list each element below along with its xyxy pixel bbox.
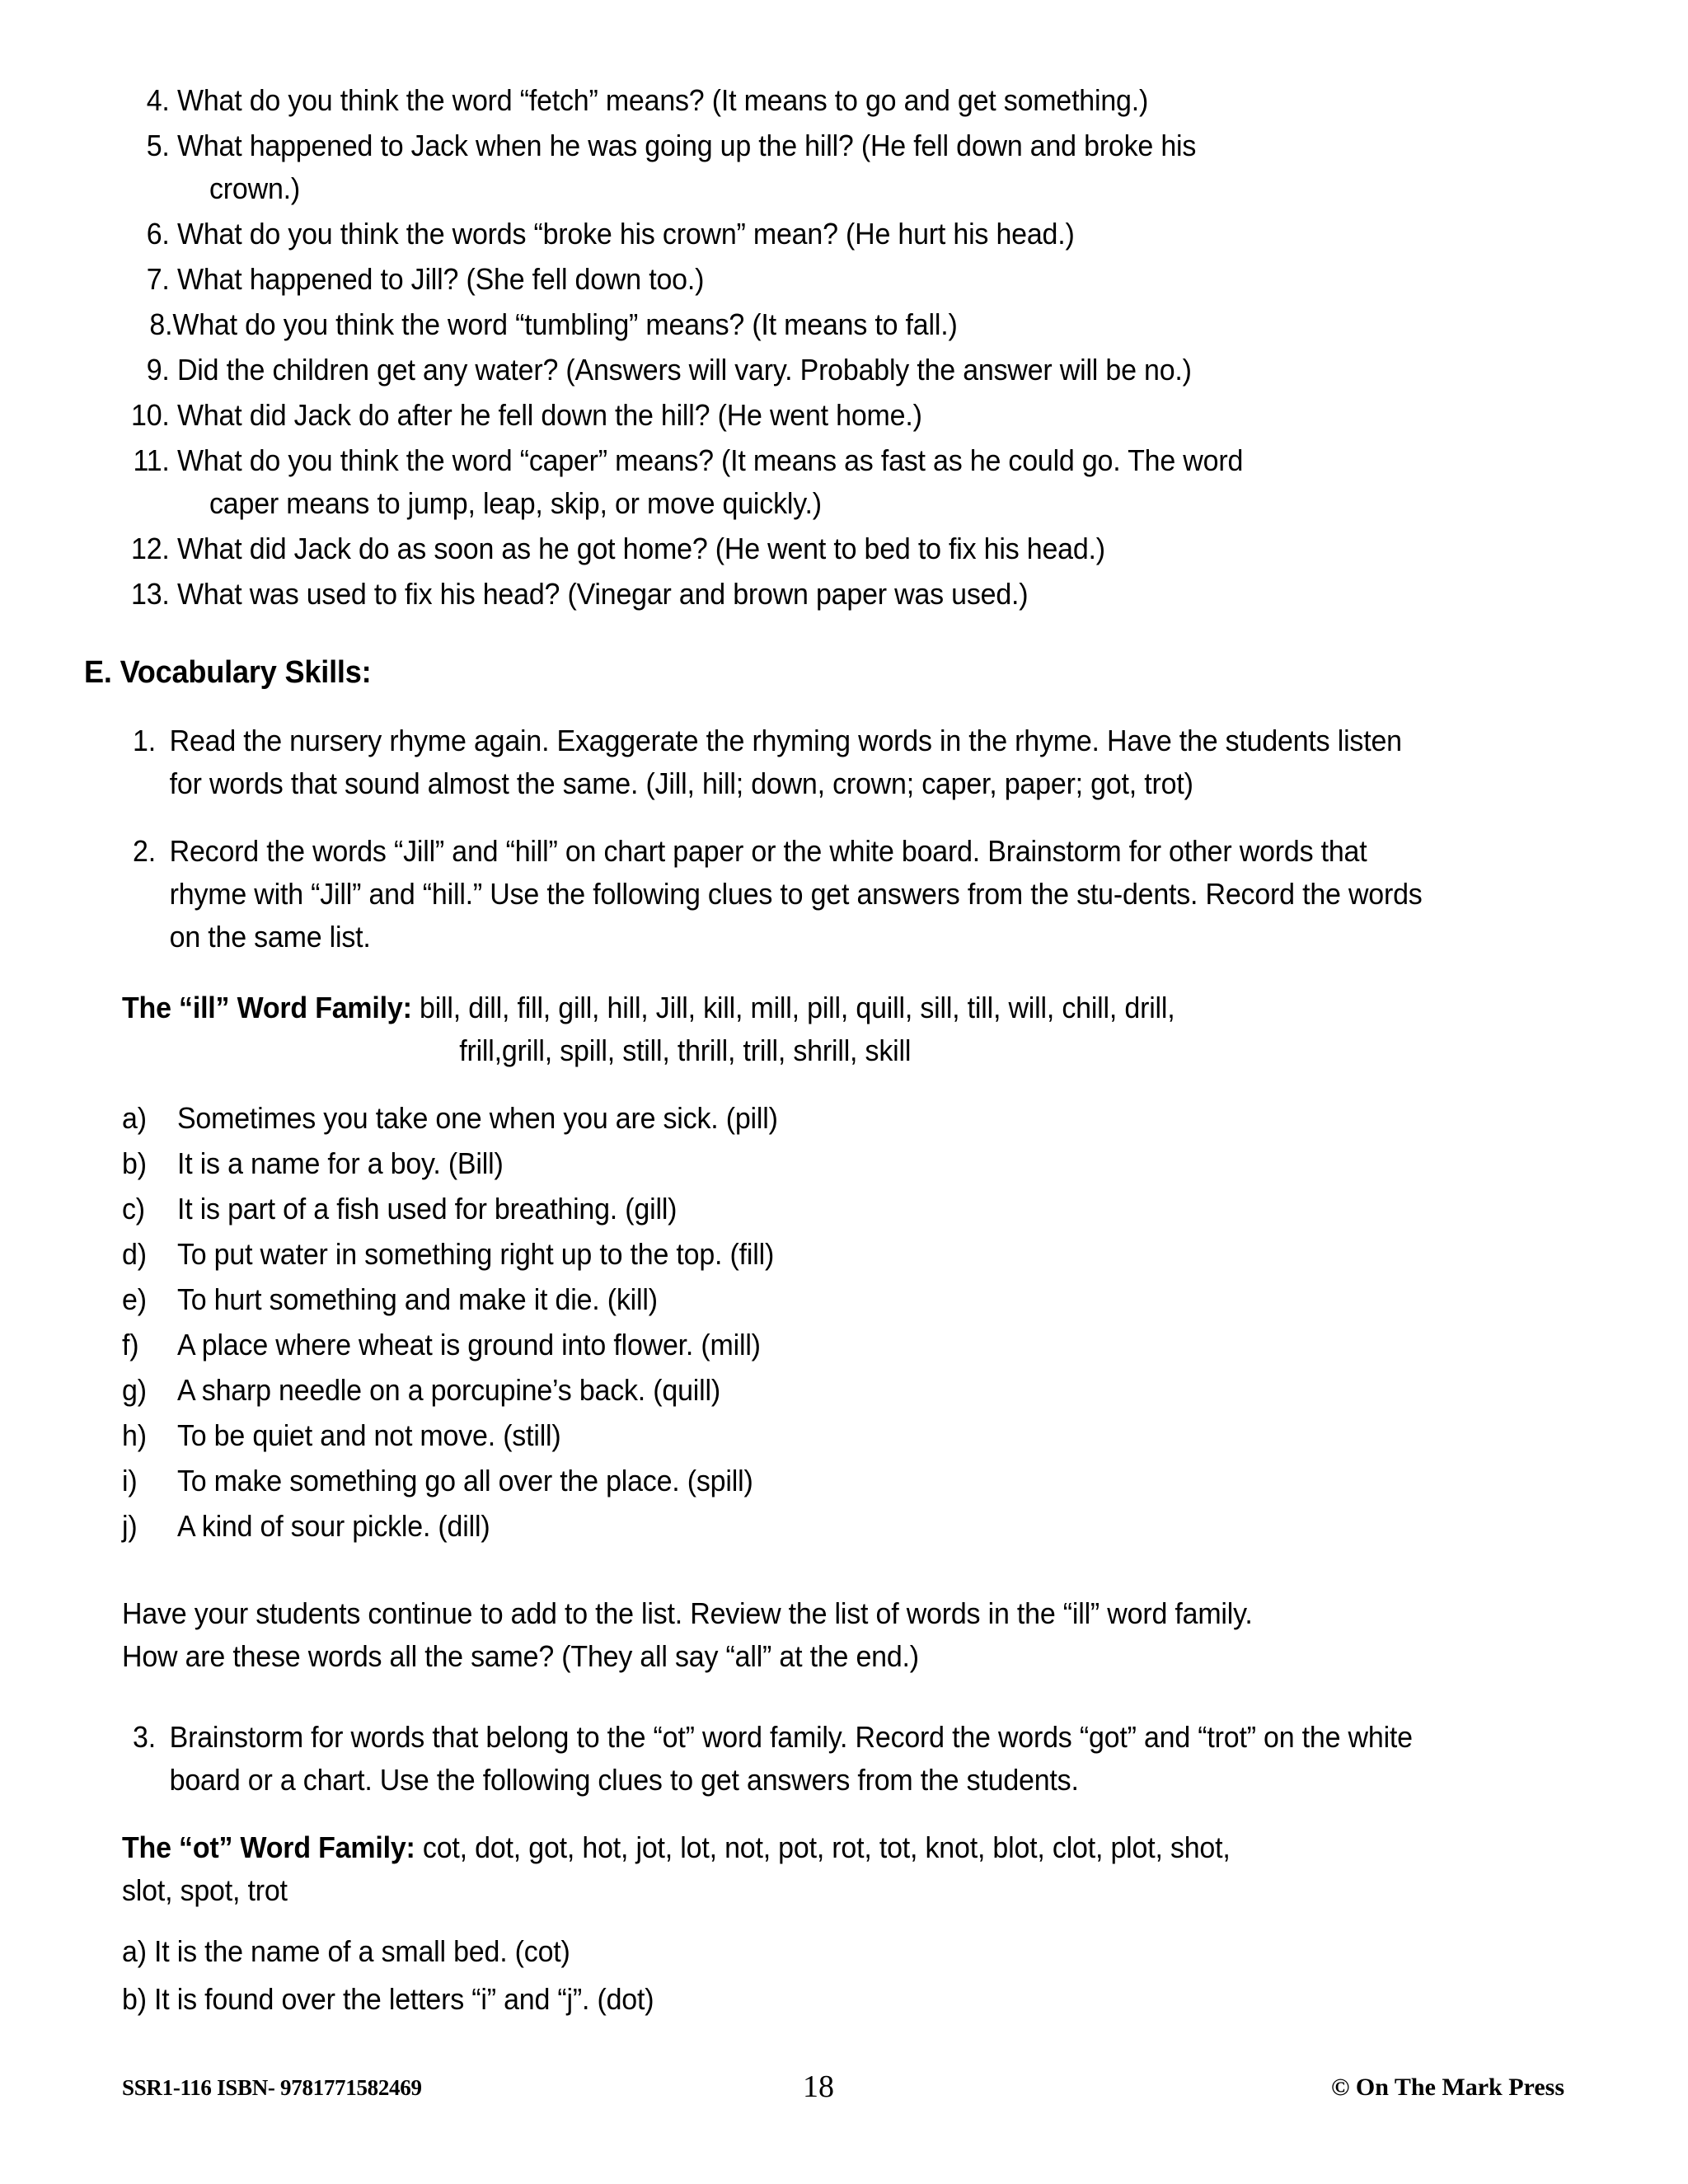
- comprehension-question-line-2: caper means to jump, leap, skip, or move quickly.): [209, 486, 822, 520]
- ill-word-family-words-1: bill, dill, fill, gill, hill, Jill, kill, mill, pill, quill, sill, till, will, chill, drill,: [419, 991, 1175, 1024]
- ill-clue-letter: i): [122, 1464, 138, 1497]
- comprehension-question-line-1: What happened to Jill? (She fell down too.): [176, 262, 705, 296]
- comprehension-question-line-1: Did the children get any water? (Answers will vary. Probably the answer will be no.): [176, 353, 1192, 387]
- ill-clue-item: [122, 1142, 1471, 1185]
- comprehension-question: [122, 527, 1471, 570]
- vocabulary-item-text: Read the nursery rhyme again. Exaggerate the rhyming words in the rhyme. Have the students listen for words that sound almost the same. (Jill, hill; down, crown; caper, paper; got, trot): [169, 724, 1402, 800]
- ill-clue-item: [122, 1278, 1471, 1321]
- vocabulary-item-text: Record the words “Jill” and “hill” on chart paper or the white board. Brainstorm for other words that rhyme with “Jill” and “hill.” Use the following clues to get answers from the stu-dents. Record the words on the same list.: [169, 834, 1423, 954]
- comprehension-question-number: 11.: [133, 443, 170, 477]
- vocabulary-item-3-list: [122, 1716, 1471, 1802]
- comprehension-question-line-1: What did Jack do after he fell down the hill? (He went home.): [176, 398, 922, 432]
- comprehension-question-number: 7.: [146, 262, 170, 296]
- ot-clue-item: a) It is the name of a small bed. (cot): [122, 1934, 570, 1968]
- comprehension-question-number: 10.: [131, 398, 170, 432]
- comprehension-question: [122, 303, 1471, 346]
- comprehension-question-line-2: crown.): [209, 171, 301, 205]
- comprehension-question-text: [177, 439, 1471, 525]
- comprehension-question-line-1: What do you think the words “broke his crown” mean? (He hurt his head.): [176, 217, 1075, 251]
- comprehension-question: [122, 213, 1471, 255]
- comprehension-question-text: [177, 124, 1471, 210]
- ill-clue-text: It is part of a fish used for breathing. (gill): [176, 1192, 678, 1226]
- ill-clue-text: It is a name for a boy. (Bill): [176, 1146, 504, 1180]
- comprehension-question-number: 5.: [146, 129, 170, 162]
- ill-word-family-label: The “ill” Word Family:: [122, 991, 412, 1024]
- comprehension-question-line-1: What do you think the word “tumbling” means? (It means to fall.): [172, 307, 958, 341]
- comprehension-question: [122, 79, 1471, 122]
- ot-word-family-words-1: cot, dot, got, hot, jot, lot, not, pot, rot, tot, knot, blot, clot, plot, shot,: [422, 1830, 1231, 1864]
- comprehension-question-text: [172, 303, 1470, 346]
- vocabulary-item: [122, 1716, 1471, 1802]
- comprehension-question: [122, 394, 1471, 437]
- vocabulary-item: [122, 830, 1471, 958]
- review-paragraph-line-1: Have your students continue to add to the list. Review the list of words in the “ill” word family.: [122, 1596, 1253, 1630]
- vocabulary-item-list: [122, 719, 1471, 958]
- ill-clue-letter: f): [122, 1328, 139, 1361]
- comprehension-question: [122, 573, 1471, 616]
- ot-word-family-line-1: [122, 1826, 1471, 1869]
- ill-word-family-block: [122, 987, 1471, 1072]
- ill-word-family-line-1: [122, 987, 1471, 1029]
- comprehension-question-line-1: What happened to Jack when he was going up the hill? (He fell down and broke his: [176, 129, 1197, 162]
- ill-clue-item: [122, 1097, 1471, 1140]
- vocabulary-item-number: 3.: [133, 1720, 156, 1754]
- ill-clue-letter: h): [122, 1418, 147, 1452]
- ill-clue-text: To make something go all over the place. (spill): [176, 1464, 753, 1497]
- page-content: [84, 79, 1573, 2026]
- footer-copyright: © On The Mark Press: [1331, 2074, 1564, 2101]
- ot-clue-item: b) It is found over the letters “i” and “j”. (dot): [122, 1982, 654, 2016]
- vocabulary-item-text: Brainstorm for words that belong to the “ot” word family. Record the words “got” and “trot” on the white board or a chart. Use the following clues to get answers from the students.: [169, 1720, 1413, 1797]
- ot-word-family-label: The “ot” Word Family:: [122, 1830, 415, 1864]
- ot-word-family-words-2: slot, spot, trot: [122, 1873, 288, 1907]
- ill-clue-text: To be quiet and not move. (still): [176, 1418, 561, 1452]
- comprehension-question-list: [122, 79, 1471, 616]
- comprehension-question-text: [177, 527, 1471, 570]
- ill-clue-list: [122, 1097, 1471, 1548]
- review-paragraph-line-2: How are these words all the same? (They all say “all” at the end.): [122, 1639, 919, 1673]
- comprehension-question-text: [177, 349, 1471, 391]
- ill-clue-letter: c): [122, 1192, 145, 1226]
- ill-clue-text: A place where wheat is ground into flower. (mill): [176, 1328, 761, 1361]
- comprehension-question-number: 4.: [146, 83, 170, 117]
- comprehension-question-text: [177, 394, 1471, 437]
- comprehension-question-number: 13.: [131, 577, 170, 611]
- ill-clue-letter: e): [122, 1282, 147, 1316]
- comprehension-question-line-1: What was used to fix his head? (Vinegar and brown paper was used.): [176, 577, 1029, 611]
- comprehension-question-line-1: What do you think the word “fetch” means? (It means to go and get something.): [176, 83, 1149, 117]
- footer-isbn: SSR1-116 ISBN- 9781771582469: [122, 2075, 422, 2100]
- comprehension-question-number: 8.: [149, 307, 173, 341]
- ill-clue-item: [122, 1188, 1471, 1230]
- ill-clue-text: To put water in something right up to the top. (fill): [176, 1237, 775, 1271]
- ill-clue-item: [122, 1505, 1471, 1548]
- ill-clue-text: Sometimes you take one when you are sick. (pill): [176, 1101, 778, 1135]
- comprehension-question-text: [177, 573, 1471, 616]
- ill-clue-letter: a): [122, 1101, 147, 1135]
- comprehension-question-line-1: What do you think the word “caper” means? (It means as fast as he could go. The word: [176, 443, 1244, 477]
- ill-clue-text: A sharp needle on a porcupine’s back. (quill): [176, 1373, 720, 1407]
- comprehension-question-line-1: What did Jack do as soon as he got home? (He went to bed to fix his head.): [176, 532, 1105, 565]
- ill-clue-text: To hurt something and make it die. (kill): [176, 1282, 658, 1316]
- ot-word-family-block: [122, 1826, 1471, 1912]
- comprehension-question-number: 12.: [131, 532, 170, 565]
- ill-clue-item: [122, 1460, 1471, 1502]
- comprehension-question-text: [177, 213, 1471, 255]
- comprehension-question: [122, 258, 1471, 301]
- footer-page-number: 18: [803, 2069, 834, 2104]
- vocabulary-item-number: 2.: [133, 834, 156, 868]
- ill-clue-letter: g): [122, 1373, 147, 1407]
- ill-clue-letter: d): [122, 1237, 147, 1271]
- ill-clue-letter: b): [122, 1146, 147, 1180]
- ot-clue-list: [122, 1930, 1471, 2021]
- comprehension-question-number: 6.: [146, 217, 170, 251]
- comprehension-question-number: 9.: [146, 353, 170, 387]
- comprehension-question-text: [177, 79, 1471, 122]
- ill-clue-item: [122, 1414, 1471, 1457]
- ill-clue-letter: j): [122, 1509, 138, 1543]
- ill-clue-item: [122, 1369, 1471, 1412]
- ill-clue-text: A kind of sour pickle. (dill): [176, 1509, 490, 1543]
- page-footer: [122, 2069, 1573, 2113]
- ill-word-family-words-2: frill,grill, spill, still, thrill, trill, shrill, skill: [459, 1033, 912, 1067]
- vocabulary-item-number: 1.: [133, 724, 156, 757]
- page-section-heading: E. Vocabulary Skills:: [84, 655, 372, 690]
- comprehension-question: [122, 439, 1471, 525]
- comprehension-question: [122, 349, 1471, 391]
- comprehension-question: [122, 124, 1471, 210]
- vocabulary-item: [122, 719, 1471, 805]
- comprehension-question-text: [177, 258, 1471, 301]
- ill-clue-item: [122, 1233, 1471, 1276]
- ill-clue-item: [122, 1324, 1471, 1366]
- review-paragraph: [122, 1592, 1471, 1678]
